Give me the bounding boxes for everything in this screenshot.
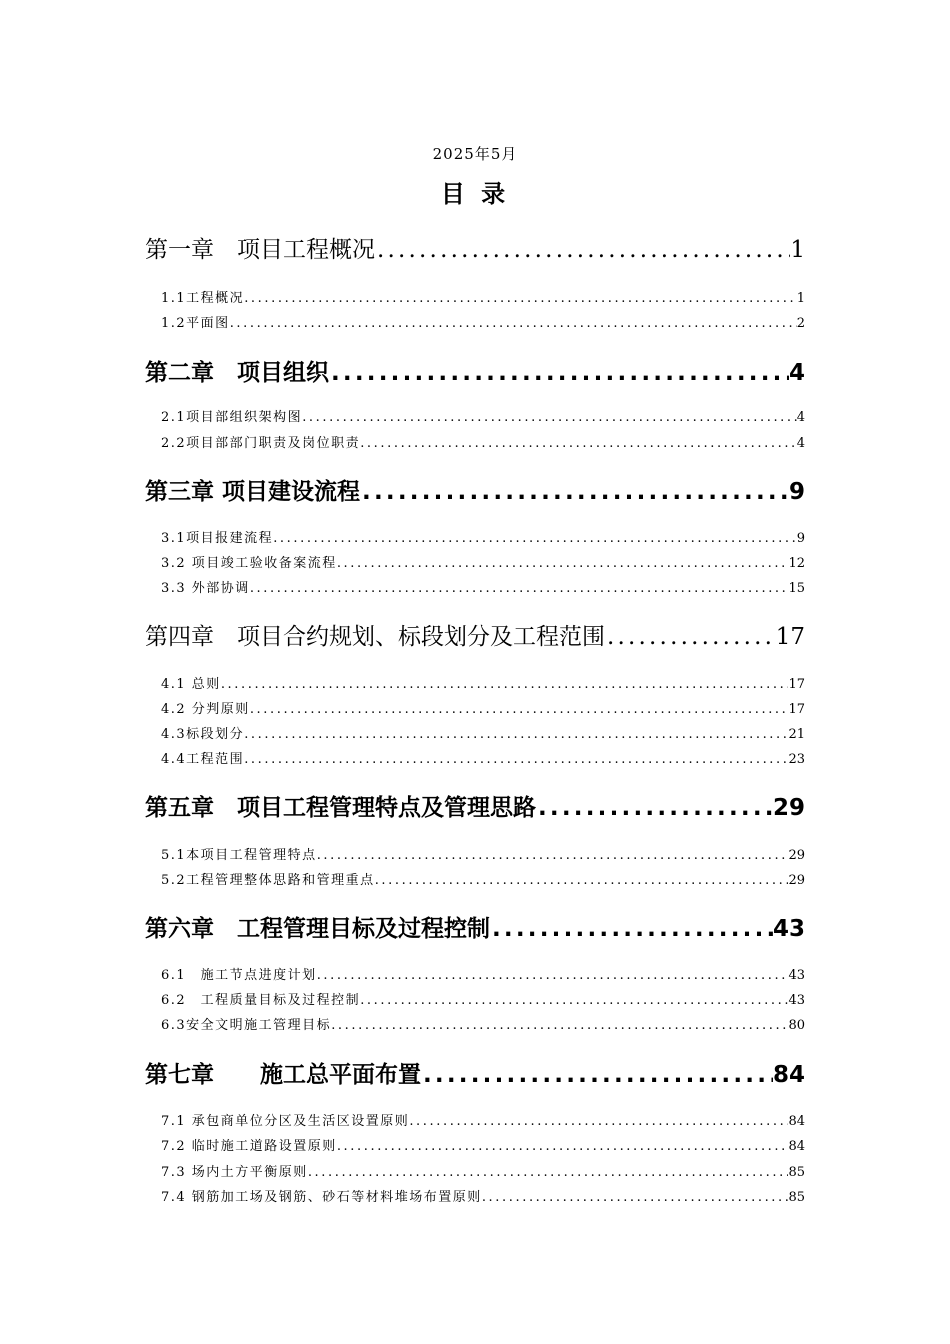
toc-section-title: 3.2 项目竣工验收备案流程 [161, 556, 337, 571]
toc-page-number: 84 [772, 1062, 805, 1088]
toc-chapter-title: 第六章 工程管理目标及过程控制 [145, 916, 490, 942]
toc-section-3-3[interactable] [161, 580, 805, 598]
toc-page-number: 9 [788, 479, 805, 505]
toc-chapter-3[interactable] [145, 477, 805, 507]
toc-page-number: 29 [788, 873, 805, 888]
toc-page-number: 23 [788, 752, 805, 767]
toc-leader-dots [360, 477, 789, 507]
toc-section-title: 1.1工程概况 [161, 291, 245, 306]
toc-section-7-1[interactable] [161, 1113, 805, 1131]
document-date: 2025年5月 [432, 145, 518, 163]
toc-section-7-4[interactable] [161, 1189, 805, 1207]
toc-page-number: 1 [790, 237, 805, 263]
toc-section-5-2[interactable] [161, 872, 805, 890]
toc-leader-dots [375, 872, 789, 890]
toc-leader-dots [308, 1164, 789, 1182]
toc-section-title: 3.3 外部协调 [161, 581, 250, 596]
toc-section-4-3[interactable] [161, 726, 805, 744]
toc-section-title: 7.1 承包商单位分区及生活区设置原则 [161, 1114, 410, 1129]
toc-leader-dots [244, 290, 797, 308]
toc-leader-dots [250, 580, 789, 598]
toc-section-title: 4.1 总则 [161, 677, 221, 692]
toc-page-number: 15 [788, 581, 805, 596]
toc-chapter-title: 第四章 项目合约规划、标段划分及工程范围 [145, 624, 605, 650]
toc-section-title: 4.2 分判原则 [161, 702, 250, 717]
toc-section-title: 5.1本项目工程管理特点 [161, 848, 317, 863]
toc-chapter-title: 第一章 项目工程概况 [145, 237, 375, 263]
toc-leader-dots [605, 622, 776, 652]
toc-section-title: 7.2 临时施工道路设置原则 [161, 1139, 337, 1154]
toc-chapter-4[interactable] [145, 622, 805, 652]
toc-section-title: 7.3 场内土方平衡原则 [161, 1165, 308, 1180]
toc-section-title: 5.2工程管理整体思路和管理重点 [161, 873, 375, 888]
toc-page-number: 85 [788, 1190, 805, 1205]
toc-leader-dots [273, 530, 797, 548]
toc-section-title: 1.2平面图 [161, 316, 230, 331]
toc-leader-dots [421, 1060, 773, 1090]
toc-page-number: 4 [796, 410, 805, 425]
toc-section-title: 3.1项目报建流程 [161, 531, 274, 546]
toc-chapter-6[interactable] [145, 914, 805, 944]
toc-page-number: 12 [788, 556, 805, 571]
toc-chapter-title: 第二章 项目组织 [145, 360, 329, 386]
toc-leader-dots [360, 435, 797, 453]
toc-page-number: 4 [796, 436, 805, 451]
toc-chapter-title: 第七章 施工总平面布置 [145, 1062, 421, 1088]
toc-page-number: 17 [775, 624, 805, 650]
toc-leader-dots [317, 967, 789, 985]
toc-leader-dots [317, 847, 789, 865]
toc-section-6-2[interactable] [161, 992, 805, 1010]
toc-section-title: 2.1项目部组织架构图 [161, 410, 303, 425]
toc-page-number: 80 [788, 1018, 805, 1033]
toc-leader-dots [337, 555, 789, 573]
toc-section-3-2[interactable] [161, 555, 805, 573]
toc-chapter-title: 第三章 项目建设流程 [145, 479, 361, 505]
toc-leader-dots [409, 1113, 788, 1131]
toc-leader-dots [337, 1138, 789, 1156]
toc-leader-dots [482, 1189, 789, 1207]
toc-section-title: 6.3安全文明施工管理目标 [161, 1018, 332, 1033]
toc-leader-dots [490, 914, 773, 944]
toc-leader-dots [230, 315, 797, 333]
toc-page-number: 17 [788, 702, 805, 717]
toc-title: 目 录 [440, 180, 510, 208]
toc-section-2-1[interactable] [161, 409, 805, 427]
toc-page-number: 21 [788, 727, 805, 742]
toc-page-number: 43 [788, 993, 805, 1008]
toc-chapter-1[interactable] [145, 235, 805, 265]
toc-page-number: 43 [772, 916, 805, 942]
toc-section-6-1[interactable] [161, 967, 805, 985]
toc-leader-dots [329, 358, 789, 388]
toc-page-number: 4 [788, 360, 805, 386]
toc-leader-dots [360, 992, 788, 1010]
toc-section-title: 7.4 钢筋加工场及钢筋、砂石等材料堆场布置原则 [161, 1190, 482, 1205]
toc-chapter-2[interactable] [145, 358, 805, 388]
toc-section-title: 4.3标段划分 [161, 727, 245, 742]
toc-section-title: 6.2 工程质量目标及过程控制 [161, 993, 361, 1008]
toc-section-2-2[interactable] [161, 435, 805, 453]
toc-page-number: 17 [788, 677, 805, 692]
toc-page-number: 9 [796, 531, 805, 546]
toc-page-number: 84 [788, 1139, 805, 1154]
toc-leader-dots [221, 676, 789, 694]
toc-section-5-1[interactable] [161, 847, 805, 865]
toc-leader-dots [244, 751, 788, 769]
toc-page-number: 43 [788, 968, 805, 983]
toc-section-title: 6.1 施工节点进度计划 [161, 968, 317, 983]
toc-section-4-4[interactable] [161, 751, 805, 769]
toc-leader-dots [536, 793, 773, 823]
toc-section-title: 4.4工程范围 [161, 752, 245, 767]
toc-section-1-1[interactable] [161, 290, 805, 308]
toc-chapter-title: 第五章 项目工程管理特点及管理思路 [145, 795, 536, 821]
toc-chapter-7[interactable] [145, 1060, 805, 1090]
toc-section-7-3[interactable] [161, 1164, 805, 1182]
toc-section-1-2[interactable] [161, 315, 805, 333]
toc-page-number: 29 [772, 795, 805, 821]
toc-section-3-1[interactable] [161, 530, 805, 548]
toc-leader-dots [302, 409, 797, 427]
toc-leader-dots [331, 1017, 788, 1035]
toc-section-7-2[interactable] [161, 1138, 805, 1156]
toc-leader-dots [250, 701, 789, 719]
toc-section-6-3[interactable] [161, 1017, 805, 1035]
toc-section-4-1[interactable] [161, 676, 805, 694]
toc-section-4-2[interactable] [161, 701, 805, 719]
toc-section-title: 2.2项目部部门职责及岗位职责 [161, 436, 361, 451]
toc-page-number: 29 [788, 848, 805, 863]
toc-chapter-5[interactable] [145, 793, 805, 823]
toc-leader-dots [375, 235, 790, 265]
toc-page-number: 84 [788, 1114, 805, 1129]
toc-page-number: 1 [796, 291, 805, 306]
toc-page-number: 2 [796, 316, 805, 331]
toc-page-number: 85 [788, 1165, 805, 1180]
toc-leader-dots [244, 726, 788, 744]
